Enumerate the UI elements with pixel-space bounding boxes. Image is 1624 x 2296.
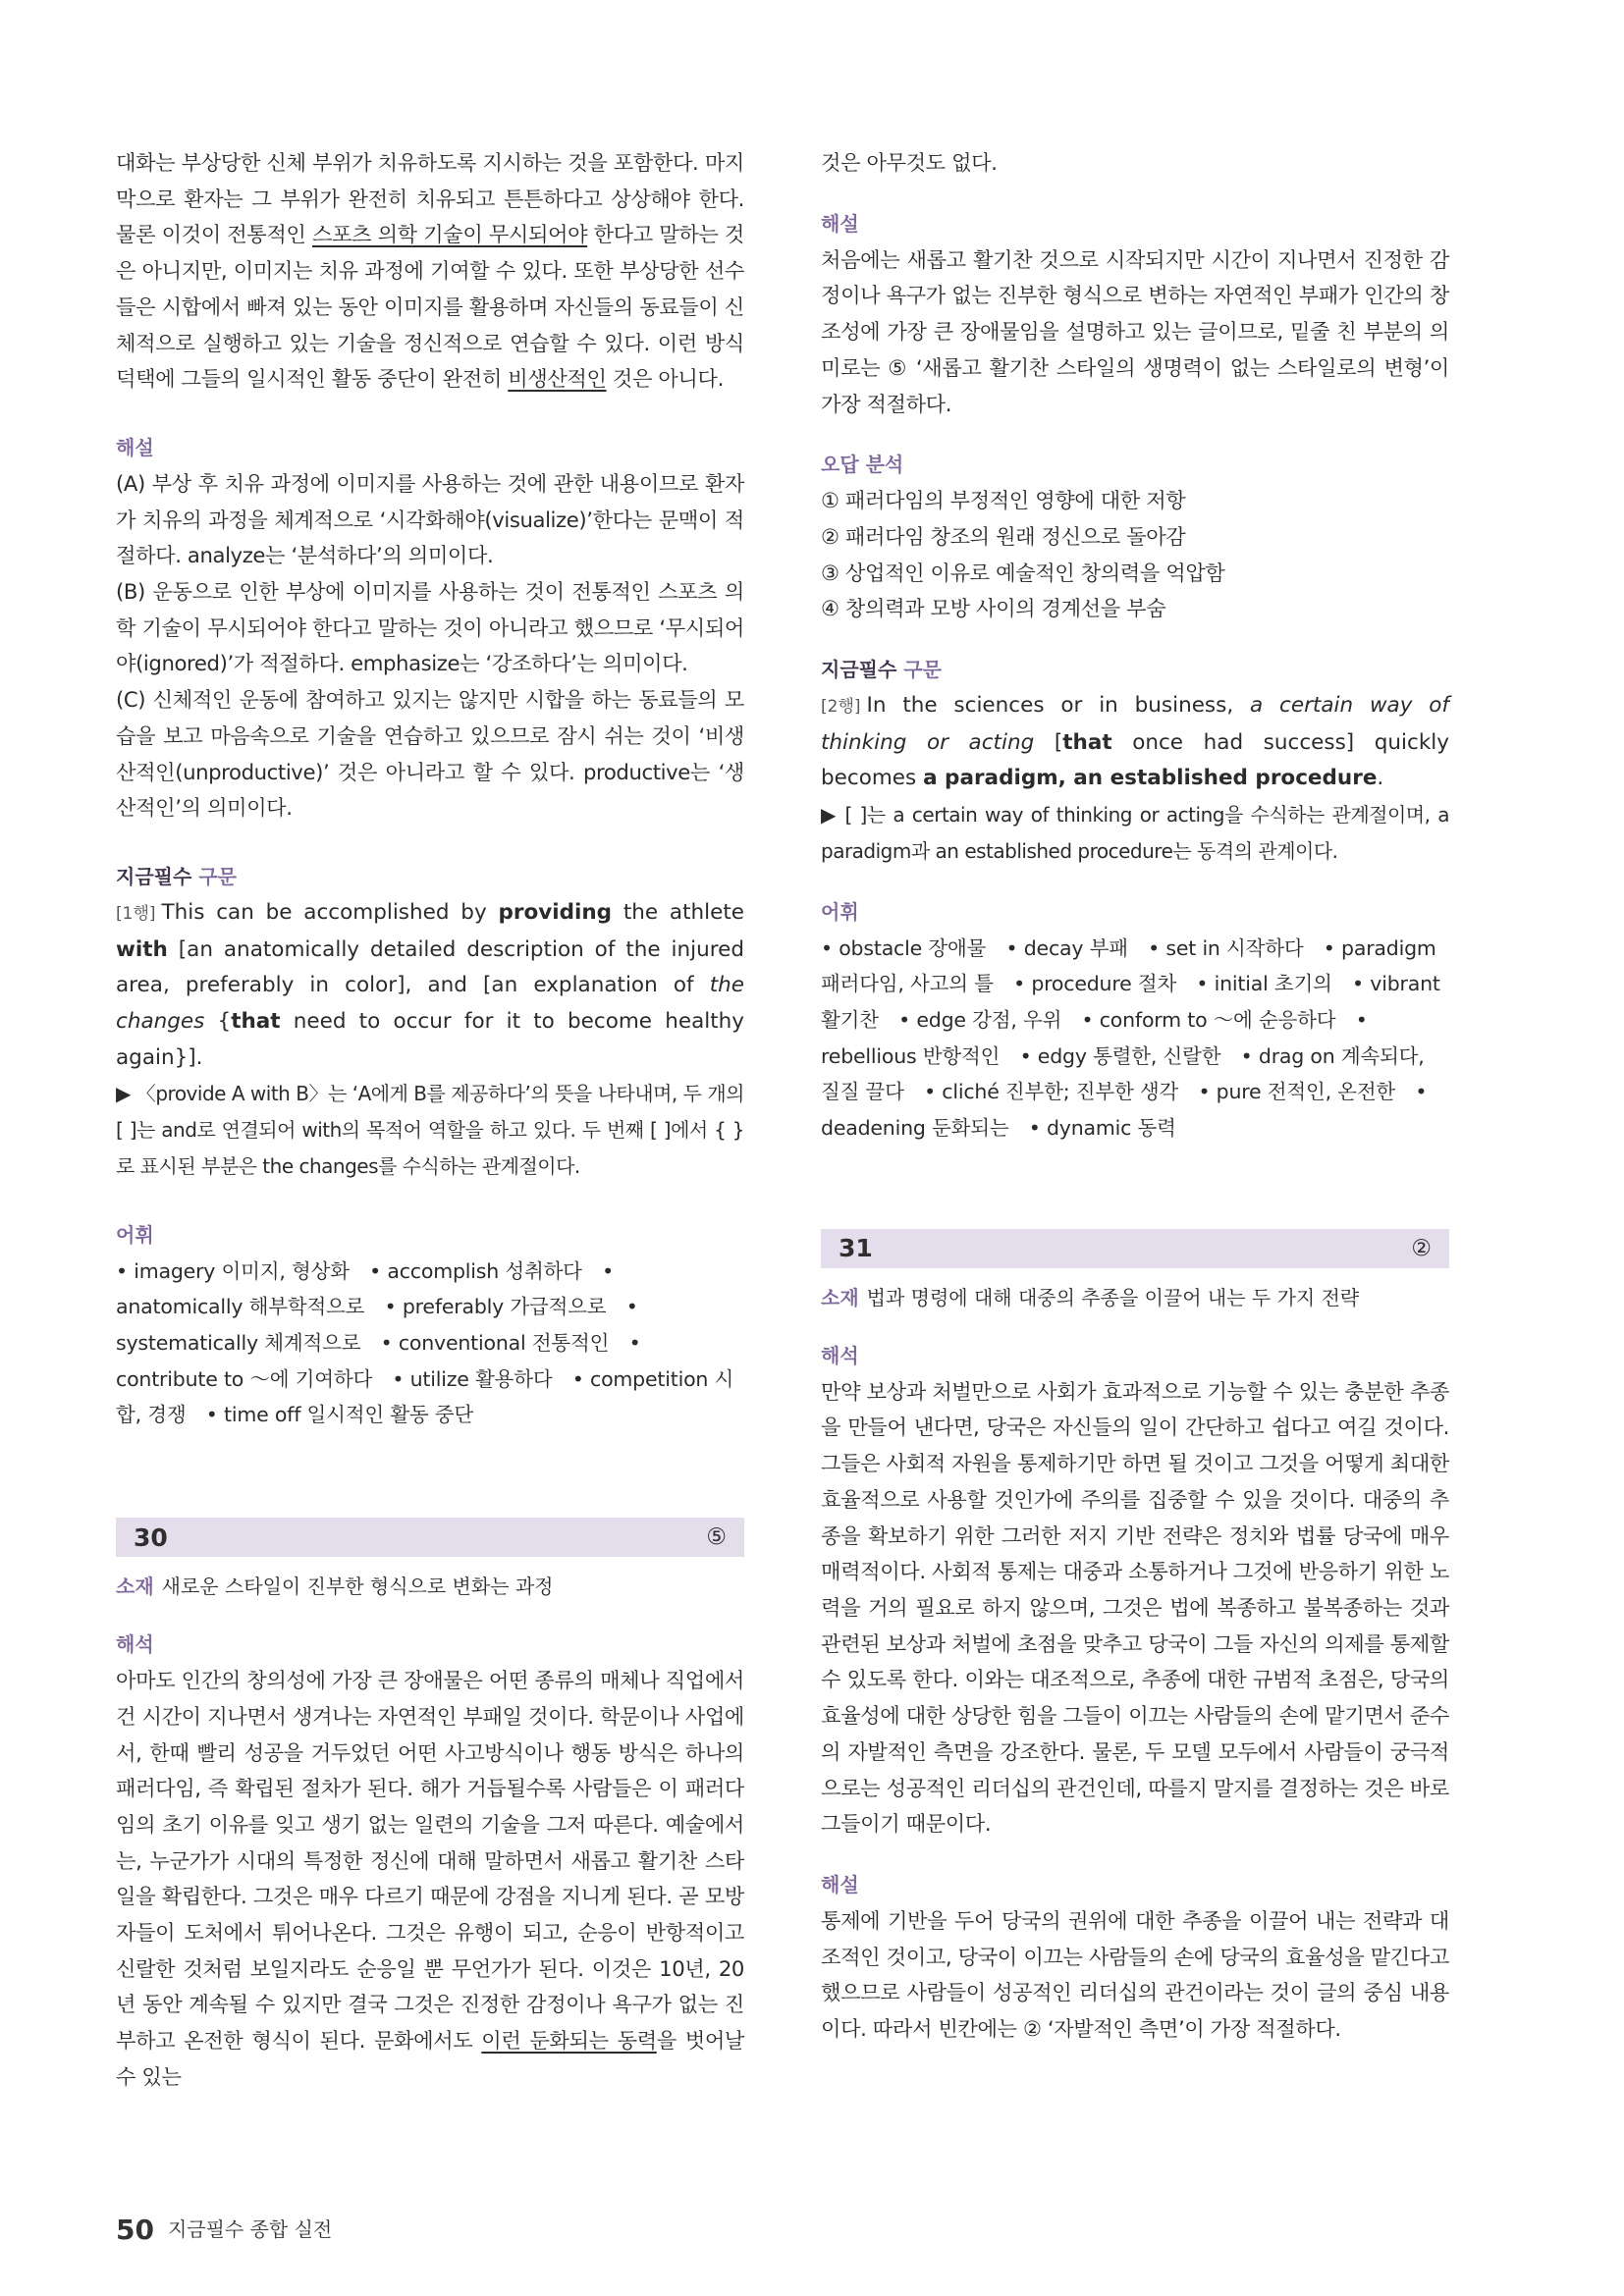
vocab-item: • obstacle 장애물 xyxy=(821,935,987,960)
text: [an anatomically detailed description of the injured area, preferably in color], and [an explanation of xyxy=(116,936,744,998)
grammar-note: ▶ 〈provide A with B〉는 ‘A에게 B를 제공하다’의 뜻을 나타내며, 두 개의 [ ]는 and로 연결되어 with의 목적어 역할을 하고 있다. 두 번째 [ ]에서 { }로 표시된 부분은 the changes를 수식하는 관계절이다. xyxy=(116,1082,744,1178)
topic-line xyxy=(821,1282,1449,1313)
question-number: 30 xyxy=(134,1522,168,1552)
vocab-item: • utilize 활용하다 xyxy=(392,1366,553,1391)
explanation-30: 처음에는 새롭고 활기찬 것으로 시작되지만 시간이 지나면서 진정한 감정이나 욕구가 없는 진부한 형식으로 변하는 자연적인 부패가 인간의 창조성에 가장 큰 장애물임을 설명하고 있는 글이므로, 밑줄 친 부분의 의미로는 ⑤ ‘새롭고 활기찬 스타일의 생명력이 없는 스타일로의 변형’이 가장 적절하다. xyxy=(821,246,1449,416)
text: 한다고 말하는 것은 아니지만, 이미지는 치유 과정에 기여할 수 있다. 또한 부상당한 선수들은 시합에서 빠져 있는 동안 이미지를 활용하며 자신들의 동료들이 신체적으로 실행하고 있는 기술을 정신적으로 연습할 수 있다. 이런 방식 덕택에 그들의 일시적인 활동 중단이 완전히 xyxy=(116,222,744,392)
vocab-item: • procedure 절차 xyxy=(1013,972,1177,996)
topic-text: 법과 명령에 대해 대중의 추종을 이끌어 내는 두 가지 전략 xyxy=(866,1285,1360,1309)
bold-word: that xyxy=(1062,729,1112,755)
vocab-item: • deadening 둔화되는 xyxy=(821,1080,1428,1141)
bold-word: with xyxy=(116,936,168,962)
vocab-item: • conventional 전통적인 xyxy=(380,1330,610,1355)
italic-phrase: the changes xyxy=(116,973,744,1035)
vocab-heading: 어휘 xyxy=(821,899,859,924)
vocab-item: • conform to ～에 순응하다 xyxy=(1081,1007,1336,1032)
text: 을 벗어날 수 있는 xyxy=(116,2028,744,2089)
grammar-heading-sub: 구문 xyxy=(198,864,237,888)
answer-mark: ⑤ xyxy=(706,1524,727,1551)
page-footer xyxy=(116,2214,332,2246)
explanation-heading: 해설 xyxy=(821,1872,859,1896)
text: [ xyxy=(1034,729,1063,755)
topic-label: 소재 xyxy=(821,1285,859,1309)
vocab-item: • cliché 진부한; 진부한 생각 xyxy=(924,1080,1179,1104)
explanation-c: (C) 신체적인 운동에 참여하고 있지는 않지만 시합을 하는 동료들의 모습을 보고 마음속으로 기술을 연습하고 있으므로 잠시 쉬는 것이 ‘비생산적인(unproductive)’ 것은 아니라고 할 수 있다. productive는 ‘생산적인’의 의미이다. xyxy=(116,687,744,821)
vocab-item: • pure 전적인, 온전한 xyxy=(1198,1080,1396,1104)
grammar-sentence xyxy=(821,688,1449,797)
q29-passage-continuation xyxy=(116,145,744,398)
question-31-banner xyxy=(821,1229,1449,1268)
topic-text: 새로운 스타일이 진부한 형식으로 변화는 과정 xyxy=(161,1575,554,1599)
question-30-banner xyxy=(116,1518,744,1557)
grammar-sentence xyxy=(116,895,744,1077)
vocab-item: • decay 부패 xyxy=(1005,935,1128,960)
vocab-heading: 어휘 xyxy=(116,1222,154,1247)
question-number: 31 xyxy=(839,1234,873,1263)
grammar-heading-main: 지금필수 xyxy=(821,658,897,682)
translation-30 xyxy=(116,1663,744,2095)
text: . xyxy=(1377,766,1384,791)
wrong-answer-heading: 오답 분석 xyxy=(821,453,904,477)
vocab-item: • rebellious 반항적인 xyxy=(821,1007,1368,1068)
grammar-heading-sub: 구문 xyxy=(903,658,942,682)
text: In the sciences or in business, xyxy=(866,693,1251,719)
vocab-item: • time off 일시적인 활동 중단 xyxy=(205,1403,473,1427)
explanation-heading: 해설 xyxy=(821,211,859,236)
wrong-answer-item: ④ 창의력과 모방 사이의 경계선을 부숨 xyxy=(821,596,1166,621)
explanation-31: 통제에 기반을 두어 당국의 권위에 대한 추종을 이끌어 내는 전략과 대조적인 것이고, 당국이 이끄는 사람들의 손에 당국의 효율성을 맡긴다고 했으므로 사람들이 성공적인 리더십의 관건이라는 것이 글의 중심 내용이다. 따라서 빈칸에는 ② ‘자발적인 측면’이 가장 적절하다. xyxy=(821,1907,1449,2042)
vocab-list xyxy=(116,1254,744,1434)
translation-heading: 해석 xyxy=(116,1632,154,1657)
grammar-note: ▶ [ ]는 a certain way of thinking or acting을 수식하는 관계절이며, a paradigm과 an established procedure는 동격의 관계이다. xyxy=(821,803,1449,863)
text: { xyxy=(204,1009,232,1035)
text: need to occur for it to become healthy again}]. xyxy=(116,1009,744,1070)
bold-word: providing xyxy=(498,899,613,925)
explanation-a: (A) 부상 후 치유 과정에 이미지를 사용하는 것에 관한 내용이므로 환자가 치유의 과정을 체계적으로 ‘시각화해야(visualize)’한다는 문맥이 적절하다. analyze는 ‘분석하다’의 의미이다. xyxy=(116,470,744,568)
vocab-item: • anatomically 해부학적으로 xyxy=(116,1258,615,1319)
bold-word: that xyxy=(231,1009,281,1035)
grammar-heading xyxy=(116,862,744,891)
text: 대화는 부상당한 신체 부위가 치유하도록 지시하는 것을 포함한다. 마지막으로 환자는 그 부위가 완전히 치유되고 튼튼하다고 상상해야 한다. 물론 이것이 전통적인 xyxy=(116,150,744,247)
grammar-heading xyxy=(821,655,1449,684)
vocab-item: • contribute to ～에 기여하다 xyxy=(116,1330,641,1391)
vocab-item: • preferably 가급적으로 xyxy=(384,1295,607,1319)
answer-mark: ② xyxy=(1411,1235,1432,1261)
explanation-heading: 해설 xyxy=(116,435,154,459)
text: 것은 아니다. xyxy=(606,366,724,392)
page-number: 50 xyxy=(116,2214,154,2246)
text: once had success] quickly becomes xyxy=(821,729,1449,791)
translation-30-continuation: 것은 아무것도 없다. xyxy=(821,150,998,175)
vocab-list xyxy=(821,931,1449,1147)
wrong-answer-item: ① 패러다임의 부정적인 영향에 대한 저항 xyxy=(821,488,1186,513)
bold-phrase: a paradigm, an established procedure xyxy=(923,766,1378,791)
text: This can be accomplished by xyxy=(161,899,499,925)
vocab-item: • edgy 통렬한, 신랄한 xyxy=(1019,1043,1221,1068)
vocab-item: • dynamic 동력 xyxy=(1028,1116,1176,1141)
left-column xyxy=(116,145,744,2096)
line-tag: [2행] xyxy=(821,697,861,718)
vocab-item: • drag on 계속되다, 질질 끌다 xyxy=(821,1043,1425,1104)
wrong-answer-item: ③ 상업적인 이유로 예술적인 창의력을 억압함 xyxy=(821,560,1225,585)
vocab-item: • systematically 체계적으로 xyxy=(116,1295,638,1355)
vocab-item: • edge 강점, 우위 xyxy=(898,1007,1062,1032)
underlined-phrase: 비생산적인 xyxy=(508,366,607,392)
text: 아마도 인간의 창의성에 가장 큰 장애물은 어떤 종류의 매체나 직업에서건 시간이 지나면서 생겨나는 자연적인 부패일 것이다. 학문이나 사업에서, 한때 빨리 성공을 거두었던 어떤 사고방식이나 행동 방식은 하나의 패러다임, 즉 확립된 절차가 된다. 해가 거듭될수록 사람들은 이 패러다임의 초기 이유를 잊고 생기 없는 일련의 기술을 그저 따른다. 예술에서는, 누군가가 시대의 특정한 정신에 대해 말하면서 새롭고 활기찬 스타일을 확립한다. 그것은 매우 다르기 때문에 강점을 지니게 된다. 곧 모방자들이 도처에서 튀어나온다. 그것은 유행이 되고, 순응이 반항적이고 신랄한 것처럼 보일지라도 순응일 뿐 무언가가 된다. 이것은 10년, 20년 동안 계속될 수 있지만 결국 그것은 진정한 감정이나 욕구가 없는 진부하고 온전한 형식이 된다. 문화에서도 xyxy=(116,1668,744,2054)
translation-heading: 해석 xyxy=(821,1343,859,1367)
vocab-item: • competition 시합, 경쟁 xyxy=(116,1366,734,1427)
vocab-item: • paradigm 패러다임, 사고의 틀 xyxy=(821,935,1436,996)
underlined-phrase: 스포츠 의학 기술이 무시되어야 xyxy=(311,222,588,247)
topic-line xyxy=(116,1571,744,1602)
vocab-item: • imagery 이미지, 형상화 xyxy=(116,1258,350,1283)
wrong-answer-item: ② 패러다임 창조의 원래 정신으로 돌아감 xyxy=(821,523,1186,549)
grammar-heading-main: 지금필수 xyxy=(116,864,192,888)
vocab-item: • vibrant 활기찬 xyxy=(821,972,1440,1032)
translation-31: 만약 보상과 처벌만으로 사회가 효과적으로 기능할 수 있는 충분한 추종을 만들어 낸다면, 당국은 자신들의 일이 간단하고 쉽다고 여길 것이다. 그들은 사회적 자원을 통제하기만 하면 될 것이고 그것을 어떻게 최대한 효율적으로 사용할 것인가에 주의를 집중할 수 있을 것이다. 대중의 추종을 확보하기 위한 그러한 저지 기반 전략은 정치와 법률 당국에 매우 매력적이다. 사회적 통제는 대중과 소통하거나 그것에 반응하기 위한 노력을 거의 필요로 하지 않으며, 그것은 법에 복종하고 불복종하는 것과 관련된 보상과 처벌에 초점을 맞추고 당국이 그들 자신의 의제를 통제할 수 있도록 한다. 이와는 대조적으로, 추종에 대한 규범적 초점은, 당국의 효율성에 대한 상당한 힘을 그들이 이끄는 사람들의 손에 맡기면서 준수의 자발적인 측면을 강조한다. 물론, 두 모델 모두에서 사람들이 궁극적으로는 성공적인 리더십의 관건인데, 따를지 말지를 결정하는 것은 바로 그들이기 때문이다. xyxy=(821,1378,1449,1837)
right-column xyxy=(821,145,1449,2048)
book-title: 지금필수 종합 실전 xyxy=(167,2217,333,2241)
vocab-item: • initial 초기의 xyxy=(1196,972,1332,996)
text: the athlete xyxy=(612,899,745,925)
explanation-b: (B) 운동으로 인한 부상에 이미지를 사용하는 것이 전통적인 스포츠 의학 기술이 무시되어야 한다고 말하는 것이 아니라고 했으므로 ‘무시되어야(ignored)’가 적절하다. emphasize는 ‘강조하다’는 의미이다. xyxy=(116,579,744,676)
vocab-item: • set in 시작하다 xyxy=(1148,935,1304,960)
line-tag: [1행] xyxy=(116,903,156,924)
underlined-phrase: 이런 둔화되는 동력 xyxy=(481,2028,657,2054)
italic-phrase: a certain way of thinking or acting xyxy=(821,693,1449,755)
topic-label: 소재 xyxy=(116,1575,154,1599)
vocab-item: • accomplish 성취하다 xyxy=(369,1258,582,1283)
